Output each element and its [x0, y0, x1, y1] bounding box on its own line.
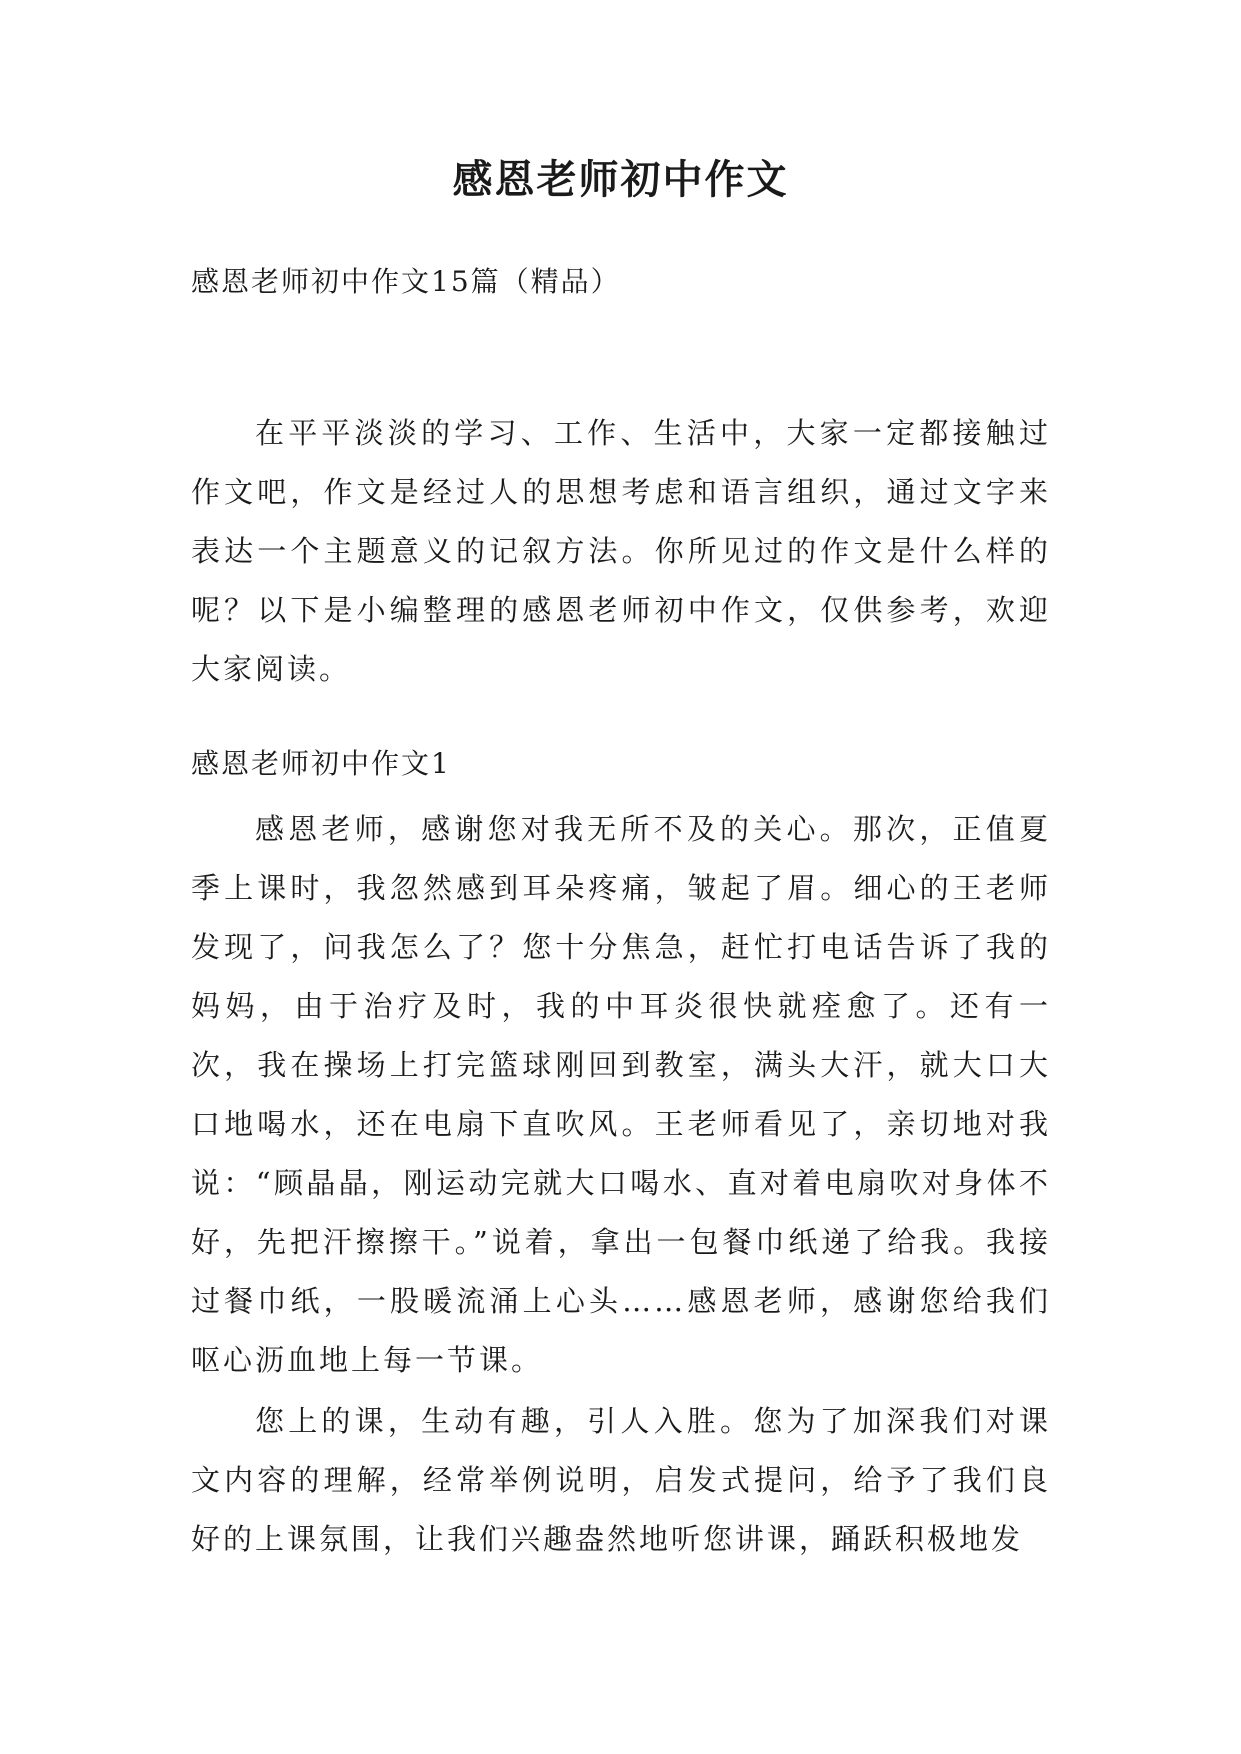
section-heading: 感恩老师初中作文1: [191, 747, 451, 780]
page-title: 感恩老师初中作文: [452, 157, 789, 203]
intro-paragraph: 在平平淡淡的学习、工作、生活中，大家一定都接触过作文吧，作文是经过人的思想考虑和语言组织，通过文字来表达一个主题意义的记叙方法。你所见过的作文是什么样的呢？以下是小编整理的感恩老师初中作文，仅供参考，欢迎大家阅读。: [191, 416, 1051, 686]
document-subtitle: 感恩老师初中作文15篇（精品）: [191, 265, 621, 298]
body-paragraph: 感恩老师，感谢您对我无所不及的关心。那次，正值夏季上课时，我忽然感到耳朵疼痛，皱起了眉。细心的王老师发现了，问我怎么了？您十分焦急，赶忙打电话告诉了我的妈妈，由于治疗及时，我的中耳炎很快就痊愈了。还有一次，我在操场上打完篮球刚回到教室，满头大汗，就大口大口地喝水，还在电扇下直吹风。王老师看见了，亲切地对我说：“顾晶晶，刚运动完就大口喝水、直对着电扇吹对身体不好，先把汗擦擦干。”说着，拿出一包餐巾纸递了给我。我接过餐巾纸，一股暖流涌上心头……感恩老师，感谢您给我们呕心沥血地上每一节课。: [191, 812, 1051, 1377]
body-paragraph: 您上的课，生动有趣，引人入胜。您为了加深我们对课文内容的理解，经常举例说明，启发式提问，给予了我们良好的上课氛围，让我们兴趣盎然地听您讲课，踊跃积极地发: [191, 1404, 1051, 1556]
